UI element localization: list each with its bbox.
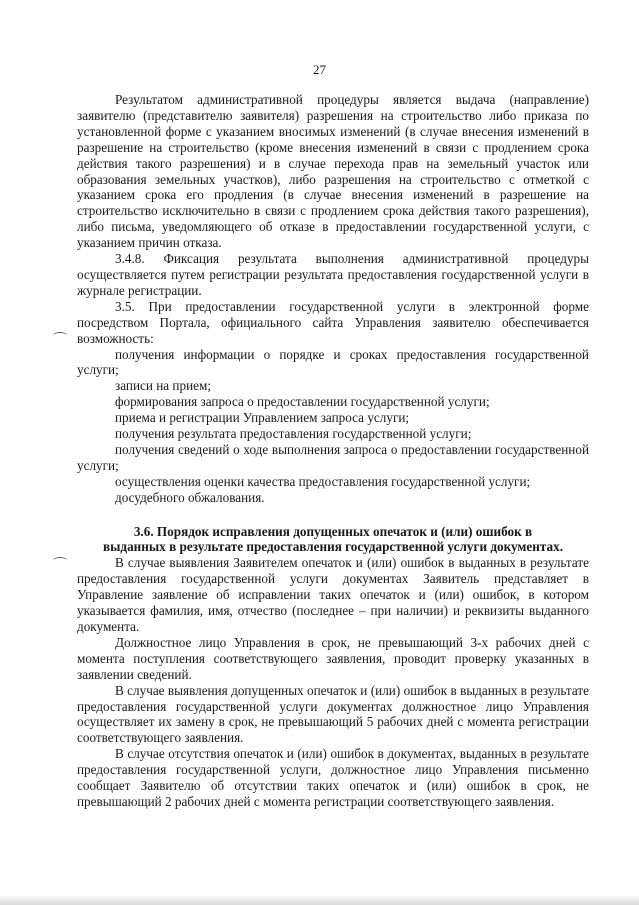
page-number: 27	[313, 62, 326, 77]
margin-mark	[53, 557, 67, 564]
paragraph-errors-1: В случае выявления Заявителем опечаток и (или) ошибок в выданных в результате предоставления государственной услуги документах Заявитель представляет в Управление заявление об исправлении таких опечаток и (или) ошибок, в котором указывается фамилия, имя, отчество (последнее – при наличии) и реквизиты выданного документа.	[77, 555, 589, 634]
list-item: получения результата предоставления государственной услуги;	[115, 426, 472, 442]
section-heading-line: выданных в результате предоставления государственной услуги документах.	[103, 539, 563, 555]
paragraph-errors-3: В случае выявления допущенных опечаток и (или) ошибок в выданных в результате предоставления государственной услуги документах должностное лицо Управления осуществляет их замену в срок, не превышающий 5 рабочих дней с момента регистрации соответствующего заявления.	[77, 682, 589, 746]
paragraph-errors-4: В случае отсутствия опечаток и (или) ошибок в документах, выданных в результате предоставления государственной услуги, должностное лицо Управления письменно сообщает Заявителю об отсутствии таких опечаток и (или) ошибок в срок, не превышающий 2 рабочих дней с момента регистрации соответствующего заявления.	[77, 746, 589, 809]
page-bottom-edge	[0, 895, 639, 905]
margin-mark	[53, 332, 67, 339]
list-item: получения сведений о ходе выполнения запроса о предоставлении государственной услуги;	[77, 441, 589, 473]
list-item: приема и регистрации Управлением запроса услуги;	[115, 410, 410, 426]
paragraph-3-5: 3.5. При предоставлении государственной услуги в электронной форме посредством Портала, официального сайта Управления заявителю обеспечивается возможность:	[77, 298, 589, 346]
paragraph-errors-2: Должностное лицо Управления в срок, не превышающий 3-х рабочих дней с момента поступления соответствующего заявления, проводит проверку указанных в заявлении сведений.	[77, 634, 589, 682]
section-heading-3-6	[77, 524, 589, 556]
list-item: формирования запроса о предоставлении государственной услуги;	[115, 394, 490, 410]
paragraph-result: Результатом административной процедуры является выдача (направление) заявителю (представителю заявителя) разрешения на строительство либо приказа по установленной форме с указанием вносимых изменений (в случае внесения изменений в разрешение на строительство (кроме внесения изменений в связи с продлением срока действия такого разрешения) и в случае перехода прав на земельный участок или образования земельных участков), либо разрешения на строительство с отметкой с указанием срока его продления (в случае внесения изменений в разрешение на строительство исключительно в связи с продлением срока действия такого разрешения), либо письма, уведомляющего об отказе в предоставлении государственной услуги, с указанием причин отказа.	[77, 92, 589, 251]
list-item: досудебного обжалования.	[115, 489, 265, 505]
paragraph-3-4-8: 3.4.8. Фиксация результата выполнения административной процедуры осуществляется путем регистрации результата предоставления государственной услуги в журнале регистрации.	[77, 251, 589, 298]
section-heading-line: 3.6. Порядок исправления допущенных опечаток и (или) ошибок в	[133, 523, 533, 539]
list-item: получения информации о порядке и сроках предоставления государственной услуги;	[77, 346, 589, 378]
list-item: осуществления оценки качества предоставления государственной услуги;	[115, 473, 531, 489]
document-body	[77, 92, 589, 810]
list-item: записи на прием;	[115, 378, 211, 394]
